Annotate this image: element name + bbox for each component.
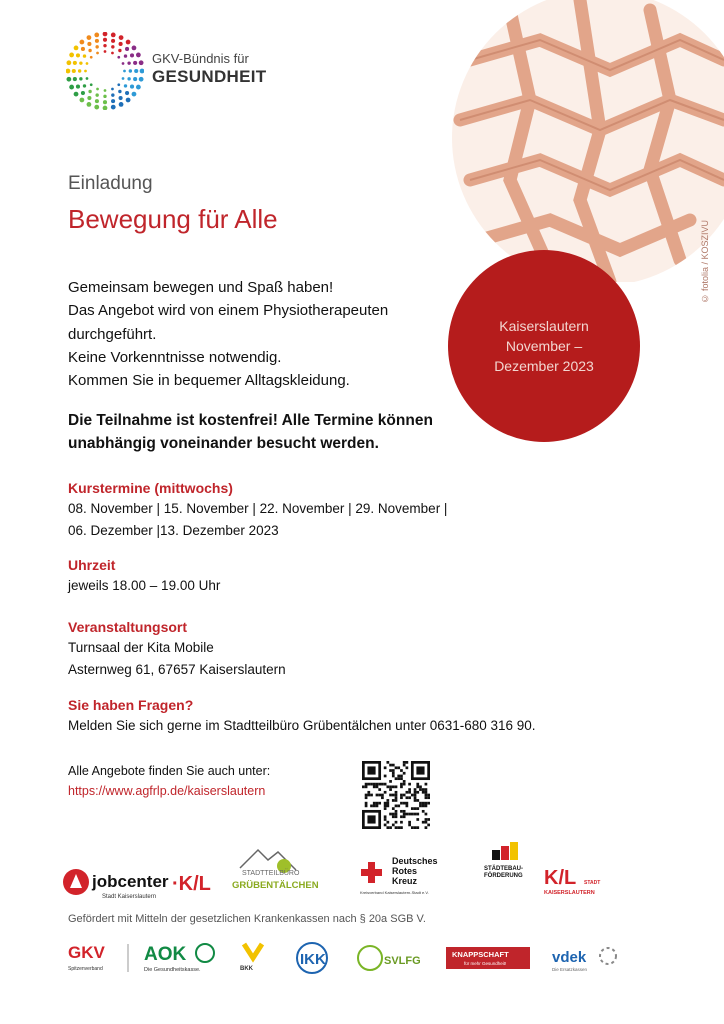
jobcenter-logo-icon <box>63 869 211 900</box>
kl-name: KAISERSLAUTERN <box>544 890 595 896</box>
vdek-label: vdek <box>552 949 587 966</box>
offers-text: Alle Angebote finden Sie auch unter: <box>68 764 271 778</box>
drk-line-1: Deutsches <box>392 856 438 866</box>
ikk-label: IKK <box>300 951 326 968</box>
section-heading: Uhrzeit <box>68 557 116 573</box>
intro-line: Das Angebot wird von einem Physiotherapeuten <box>68 302 389 320</box>
logo-line-1: GKV-Bündnis für <box>152 51 249 66</box>
gkv-label: GKV <box>68 943 105 962</box>
intro-line: Keine Vorkenntnisse notwendig. <box>68 348 282 366</box>
vdek-logo-icon <box>552 948 616 972</box>
section-heading: Veranstaltungsort <box>68 619 188 635</box>
venue-line-2: Asternweg 61, 67657 Kaiserslautern <box>68 661 286 677</box>
logo-line-2: GESUNDHEIT <box>152 66 267 86</box>
drk-line-2: Rotes <box>392 866 418 876</box>
sbf-line-1: STÄDTEBAU- <box>484 866 523 872</box>
badge-dates-2: Dezember 2023 <box>494 358 594 375</box>
gkv-sub: Spitzenverband <box>68 966 103 972</box>
section-venue <box>68 619 286 680</box>
svlfg-logo-icon <box>358 946 421 970</box>
bkk-label: BKK <box>240 966 253 972</box>
partner-logos <box>60 840 620 906</box>
drk-line-3: Kreuz <box>392 876 418 886</box>
offers-block <box>68 761 270 801</box>
kicker: Einladung <box>68 173 153 194</box>
badge-city: Kaiserslautern <box>499 317 589 334</box>
section-time <box>68 557 220 597</box>
stadt-kaiserslautern-logo-icon <box>544 867 600 896</box>
gkv-spitzenverband-logo-icon <box>68 943 106 972</box>
stb-line-1: STADTTEILBÜRO <box>242 870 300 877</box>
knapp-sub: für mehr Gesundheit! <box>464 961 507 966</box>
intro-line: Kommen Sie in bequemer Alltagskleidung. <box>68 372 350 389</box>
hands-photo <box>450 0 724 282</box>
stb-line-2: GRÜBENTÄLCHEN <box>232 880 319 891</box>
svg-text:·K/L: ·K/L <box>172 873 211 895</box>
aok-sub: Die Gesundheitskasse. <box>144 967 201 973</box>
svg-text:K/L: K/L <box>544 867 577 889</box>
knapp-label: KNAPPSCHAFT <box>452 950 509 959</box>
intro-line: Gemeinsam bewegen und Spaß haben! <box>68 279 334 296</box>
section-heading: Kurstermine (mittwochs) <box>68 480 233 496</box>
jobcenter-sub: Stadt Kaiserslautern <box>102 894 157 900</box>
funder-logos <box>60 940 640 976</box>
section-dates <box>68 480 508 541</box>
venue-line-1: Turnsaal der Kita Mobile <box>68 640 214 655</box>
bkk-logo-icon <box>240 944 262 972</box>
svlfg-label: SVLFG <box>384 955 421 967</box>
knappschaft-logo-icon <box>446 947 530 969</box>
intro-line: durchgeführt. <box>68 325 157 343</box>
time-line: jeweils 18.00 – 19.00 Uhr <box>68 578 221 593</box>
dates-line-2: 06. Dezember |13. Dezember 2023 <box>68 522 279 538</box>
drk-logo-icon <box>360 856 438 895</box>
intro-text <box>68 276 448 392</box>
badge-dates-1: November – <box>505 337 583 354</box>
staedtebaufoerderung-logo-icon <box>484 842 523 879</box>
free-notice: Die Teilnahme ist kostenfrei! Alle Termine können unabhängig voneinander besucht werden. <box>68 412 433 453</box>
vdek-sub: Die Ersatzkassen <box>552 967 588 972</box>
gkv-buendnis-logo-text <box>152 52 266 86</box>
kl-stadt: STADT <box>584 880 601 886</box>
drk-sub: Kreisverband Kaiserslautern-Stadt e.V. <box>360 890 429 895</box>
section-heading: Sie haben Fragen? <box>68 697 194 713</box>
qr-code[interactable] <box>362 761 430 829</box>
section-questions <box>68 697 536 737</box>
aok-label: AOK <box>144 944 187 965</box>
gkv-buendnis-logo-icon <box>66 32 144 110</box>
stadtteilbuero-logo-icon <box>232 850 319 891</box>
ikk-logo-icon <box>297 943 327 973</box>
dates-line-1: 08. November | 15. November | 22. November | 29. November | <box>68 501 448 516</box>
funding-notice: Gefördert mit Mitteln der gesetzlichen Krankenkassen nach § 20a SGB V. <box>68 913 426 925</box>
image-credit: © fotolia / KOSZIVU <box>700 220 710 304</box>
page-title: Bewegung für Alle <box>68 204 278 234</box>
aok-logo-icon <box>144 944 214 973</box>
jobcenter-label: jobcenter <box>92 872 169 891</box>
questions-line: Melden Sie sich gerne im Stadtteilbüro Grübentälchen unter 0631-680 316 90. <box>68 718 536 733</box>
offers-link[interactable]: https://www.agfrlp.de/kaiserslautern <box>68 784 266 798</box>
sbf-line-2: FÖRDERUNG <box>484 873 523 879</box>
